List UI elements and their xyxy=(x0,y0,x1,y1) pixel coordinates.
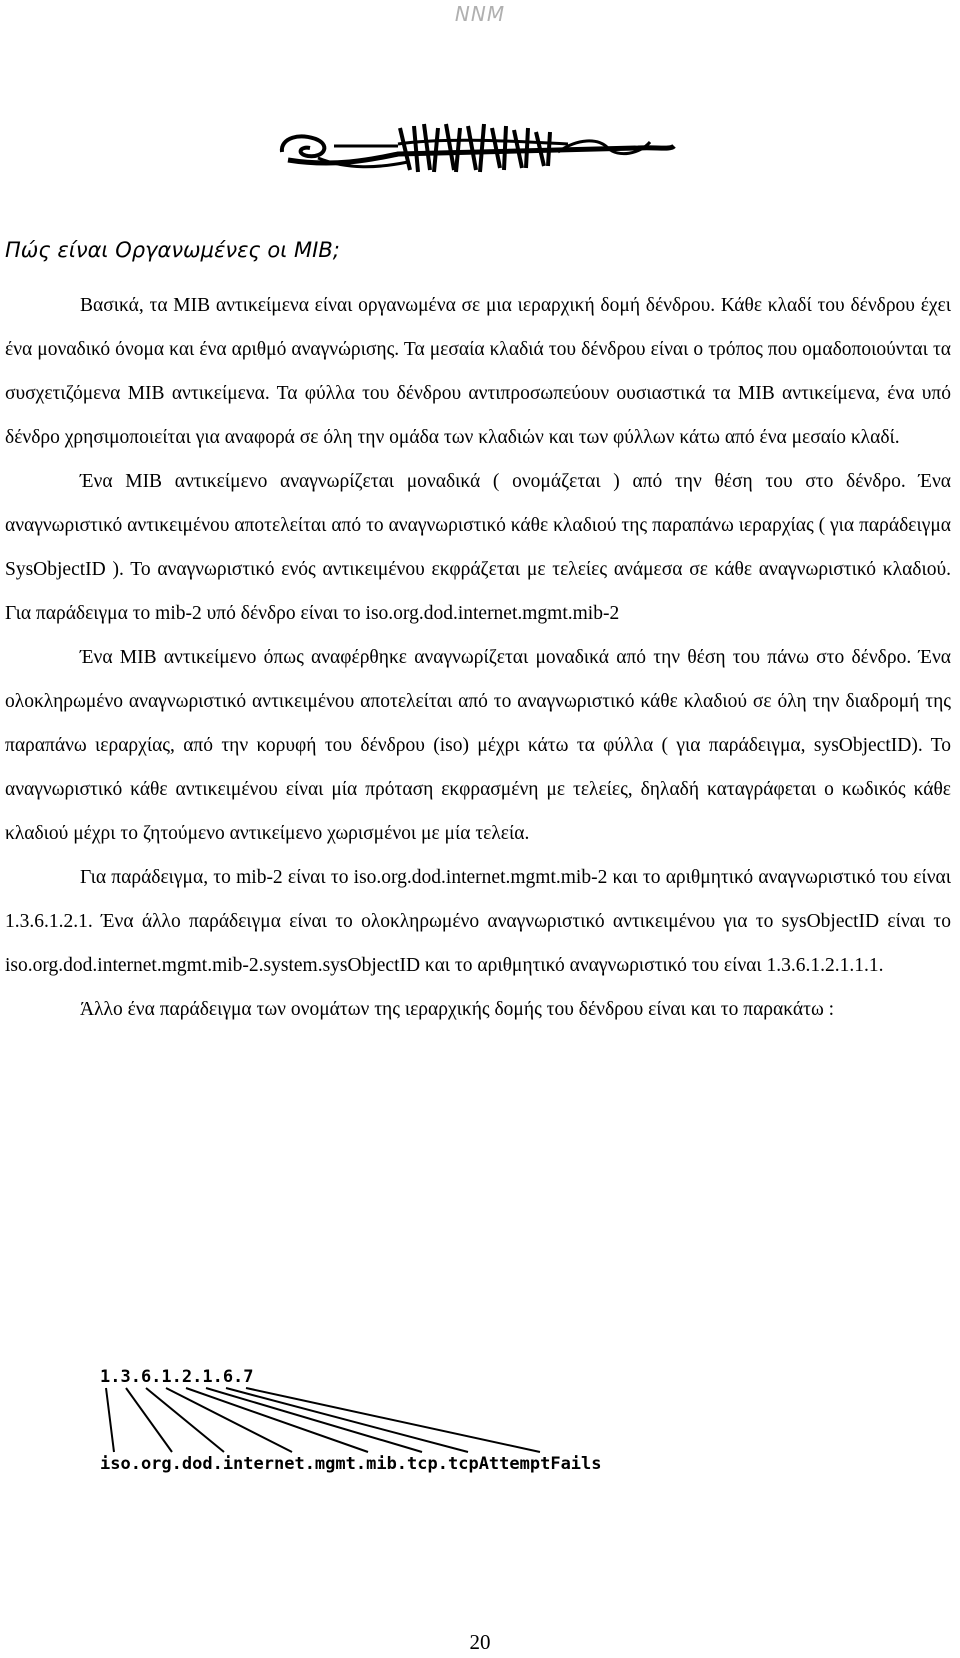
oid-arrows xyxy=(106,1388,540,1452)
paragraph: Ένα MIB αντικείμενο αναγνωρίζεται μοναδικά ( ονομάζεται ) από την θέση του στο δένδρο. Ένα αναγνωριστικό αντικειμένου αποτελείται από το αναγνωριστικό κάθε κλαδιού της παραπάνω ιεραρχίας ( για παράδειγμα SysObjectID ). Το αναγνωριστικό ενός αντικειμένου εκφράζεται με τελείες ανάμεσα σε κάθε αναγνωριστικό κλαδιού. Για παράδειγμα το mib-2 υπό δένδρο είναι το iso.org.dod.internet.mgmt.mib-2 xyxy=(5,471,951,624)
paragraph: Για παράδειγμα, το mib-2 είναι το iso.org.dod.internet.mgmt.mib-2 και το αριθμητικό αναγνωριστικό του είναι 1.3.6.1.2.1. Ένα άλλο παράδειγμα είναι το ολοκληρωμένο αναγνωριστικό αντικειμένου για το sysObjectID είναι το iso.org.dod.internet.mgmt.mib-2.system.sysObjectID και το αριθμητικό αναγνωριστικό του είναι 1.3.6.1.2.1.1.1. xyxy=(5,867,951,976)
decorative-ornament xyxy=(278,118,678,178)
page-header: NNM xyxy=(454,2,506,26)
oid-diagram xyxy=(100,1366,680,1476)
name-oid: iso.org.dod.internet.mgmt.mib.tcp.tcpAttemptFails xyxy=(100,1454,602,1474)
page-number: 20 xyxy=(469,1630,491,1654)
section-title: Πώς είναι Οργανωμένες οι MIB; xyxy=(5,238,340,262)
paragraph: Ένα MIB αντικείμενο όπως αναφέρθηκε αναγνωρίζεται μοναδικά από την θέση του πάνω στο δένδρο. Ένα ολοκληρωμένο αναγνωριστικό αντικειμένου αποτελείται από το αναγνωριστικό κάθε κλαδιού σε όλη την διαδρομή της παραπάνω ιεραρχίας, από την κορυφή του δένδρου (iso) μέχρι κάτω τα φύλλα ( για παράδειγμα, sysObjectID). Το αναγνωριστικό κάθε αντικειμένου είναι μία πρόταση εκφρασμένη με τελείες, δηλαδή καταγράφεται ο κωδικός κάθε κλαδιού μέχρι το ζητούμενο αντικείμενο χωρισμένοι με μία τελεία. xyxy=(5,647,951,844)
paragraph: Βασικά, τα MIB αντικείμενα είναι οργανωμένα σε μια ιεραρχική δομή δένδρου. Κάθε κλαδί του δένδρου έχει ένα μοναδικό όνομα και ένα αριθμό αναγνώρισης. Τα μεσαία κλαδιά του δένδρου είναι ο τρόπος που ομαδοποιούνται τα συσχετιζόμενα MIB αντικείμενα. Τα φύλλα του δένδρου αντιπροσωπεύουν ουσιαστικά τα MIB αντικείμενα, ένα υπό δένδρο χρησιμοποιείται για αναφορά σε όλη την ομάδα των κλαδιών και των φύλλων κάτω από ένα μεσαίο κλαδί. xyxy=(5,295,951,448)
body-text xyxy=(5,284,951,1032)
numeric-oid: 1.3.6.1.2.1.6.7 xyxy=(100,1367,254,1387)
paragraph: Άλλο ένα παράδειγμα των ονομάτων της ιεραρχικής δομής του δένδρου είναι και το παρακάτω : xyxy=(80,999,835,1020)
